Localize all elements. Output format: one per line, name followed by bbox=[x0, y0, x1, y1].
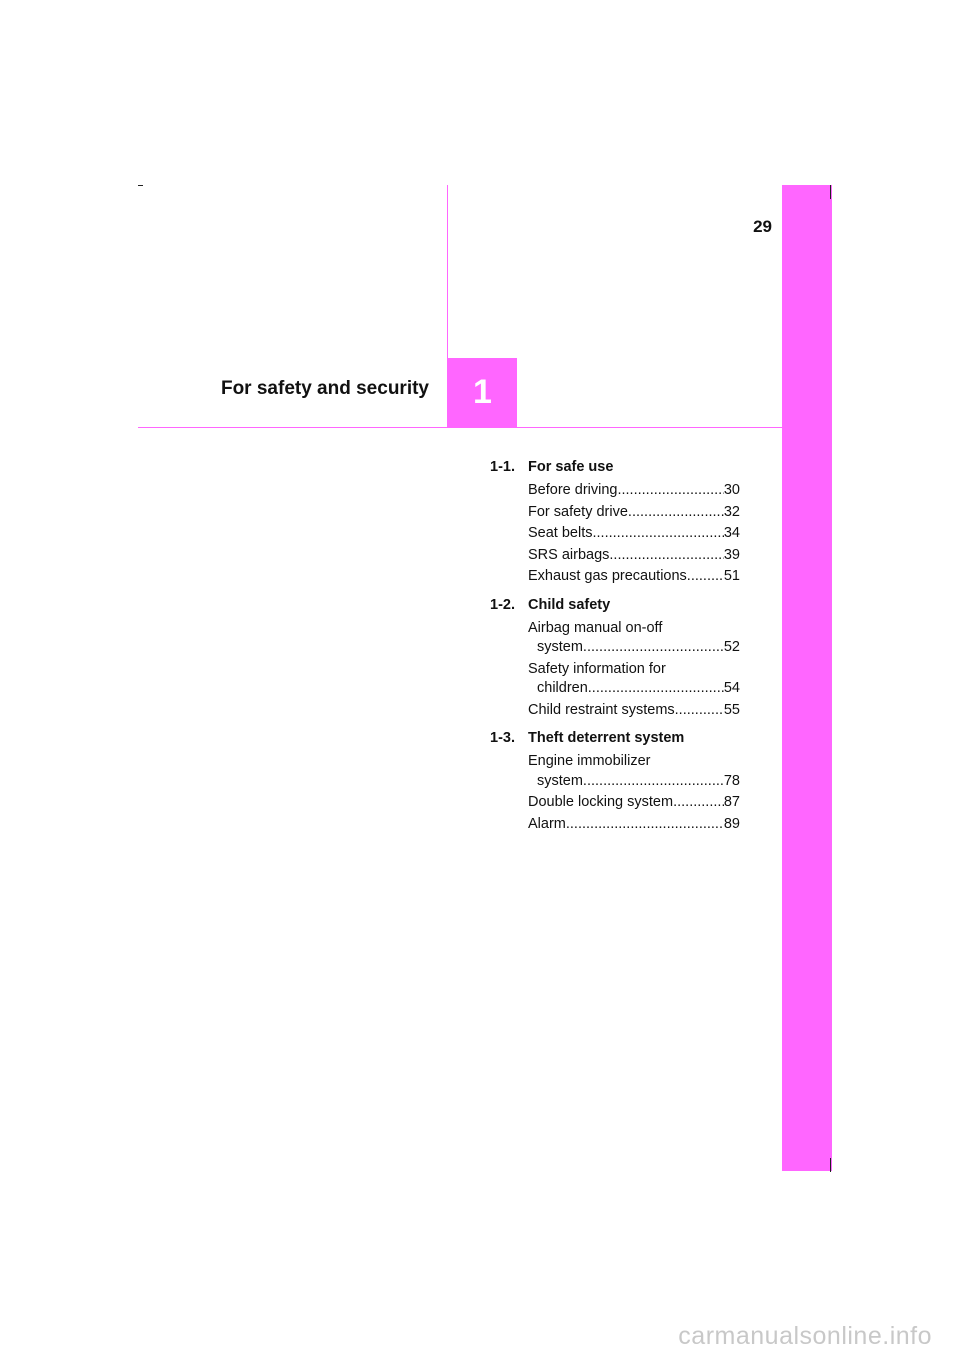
chapter-number-box bbox=[448, 358, 517, 427]
toc-entry-text: Seat belts bbox=[528, 525, 593, 541]
toc-entry-page: 87 bbox=[723, 794, 740, 810]
divider-horizontal bbox=[138, 427, 782, 428]
toc-entry-line bbox=[528, 524, 740, 544]
dot-leader bbox=[628, 503, 724, 523]
section-number: 1-2. bbox=[490, 596, 515, 613]
toc-entry[interactable] bbox=[528, 481, 740, 501]
dot-leader bbox=[583, 638, 724, 658]
toc-entry-page: 55 bbox=[723, 701, 740, 718]
toc-entry-text: Airbag manual on-off bbox=[528, 619, 663, 636]
toc-entry-text: system bbox=[537, 639, 583, 655]
dot-leader bbox=[566, 815, 724, 835]
toc-entry-page: 51 bbox=[723, 568, 740, 584]
crop-mark bbox=[830, 1158, 831, 1172]
dot-leader bbox=[583, 772, 724, 792]
page-number: 29 bbox=[753, 217, 772, 236]
toc-entry-text: Safety information for bbox=[528, 660, 666, 677]
toc-entry[interactable] bbox=[528, 546, 740, 566]
dot-leader bbox=[609, 546, 723, 566]
toc-entry[interactable] bbox=[528, 793, 740, 813]
toc-entry[interactable] bbox=[528, 701, 740, 721]
dot-leader bbox=[617, 481, 723, 501]
toc-entry-line bbox=[528, 638, 740, 658]
toc-entry[interactable] bbox=[528, 567, 740, 587]
toc-entry-text: SRS airbags bbox=[528, 546, 610, 563]
toc-entry[interactable] bbox=[528, 524, 740, 544]
toc-entry-line bbox=[528, 752, 740, 772]
toc-entry-text: Child restraint systems bbox=[528, 701, 675, 718]
section-number: 1-3. bbox=[490, 730, 515, 746]
toc-entry-page: 89 bbox=[723, 815, 740, 832]
dot-leader bbox=[593, 524, 724, 544]
toc-entry[interactable] bbox=[528, 503, 740, 523]
section-title: Child safety bbox=[528, 596, 611, 613]
chapter-number: 1 bbox=[473, 373, 492, 411]
toc-entry-line bbox=[528, 660, 740, 680]
dot-leader bbox=[673, 793, 724, 813]
toc-entry[interactable] bbox=[528, 619, 740, 658]
toc-section-heading[interactable] bbox=[490, 597, 740, 617]
watermark: carmanualsonline.info bbox=[678, 1322, 932, 1350]
toc-entry-page: 32 bbox=[723, 503, 740, 520]
crop-mark bbox=[830, 185, 831, 199]
dot-leader bbox=[675, 701, 724, 721]
toc-entry-line bbox=[528, 546, 740, 566]
toc-entry-line bbox=[528, 619, 740, 639]
toc-entry-page: 39 bbox=[723, 546, 740, 563]
toc-entry-page: 52 bbox=[723, 639, 740, 655]
toc-entry-page: 78 bbox=[723, 772, 740, 789]
toc-section-heading[interactable] bbox=[490, 459, 740, 479]
toc-entry-text: system bbox=[537, 772, 583, 789]
section-number: 1-1. bbox=[490, 459, 515, 475]
toc-entry-text: For safety drive bbox=[528, 503, 628, 520]
dot-leader bbox=[588, 679, 724, 699]
section-title: For safe use bbox=[528, 459, 614, 475]
toc-entry-line bbox=[528, 567, 740, 587]
toc-section-heading[interactable] bbox=[490, 730, 740, 750]
table-of-contents bbox=[490, 459, 740, 834]
toc-entry-text: Exhaust gas precautions bbox=[528, 568, 687, 584]
toc-entry-text: Alarm bbox=[528, 815, 566, 832]
toc-entry-text: children bbox=[537, 680, 588, 696]
toc-entry-page: 54 bbox=[723, 680, 740, 696]
toc-entry-page: 34 bbox=[723, 525, 740, 541]
toc-entry-line bbox=[528, 701, 740, 721]
toc-entry-line bbox=[528, 503, 740, 523]
chapter-title: For safety and security bbox=[220, 378, 429, 399]
section-title: Theft deterrent system bbox=[528, 730, 685, 746]
toc-entry[interactable] bbox=[528, 752, 740, 791]
crop-mark bbox=[138, 185, 143, 186]
toc-entry-text: Engine immobilizer bbox=[528, 753, 651, 769]
toc-entry[interactable] bbox=[528, 660, 740, 699]
toc-entry-page: 30 bbox=[723, 482, 740, 498]
toc-entry-line bbox=[528, 481, 740, 501]
toc-entry-text: Before driving bbox=[528, 482, 618, 498]
chapter-edge-tab bbox=[782, 185, 832, 1171]
toc-entry-line bbox=[528, 793, 740, 813]
toc-entry-line bbox=[528, 679, 740, 699]
toc-entry[interactable] bbox=[528, 815, 740, 835]
toc-entry-line bbox=[528, 815, 740, 835]
toc-entry-text: Double locking system bbox=[528, 794, 674, 810]
toc-entry-line bbox=[528, 772, 740, 792]
dot-leader bbox=[687, 567, 724, 587]
